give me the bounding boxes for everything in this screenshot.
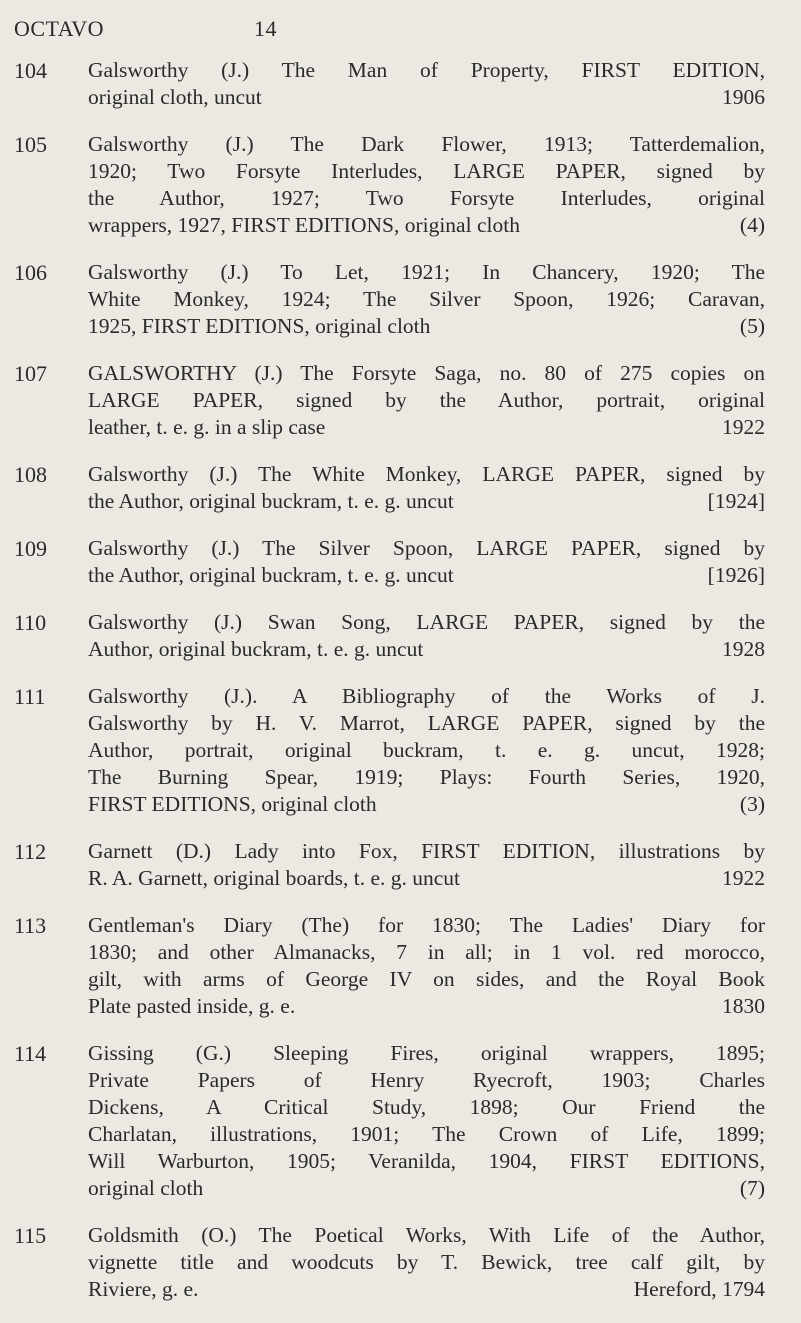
description-line: 1920; Two Forsyte Interludes, LARGE PAPER, signed by	[88, 159, 765, 183]
description-line: LARGE PAPER, signed by the Author, portrait, original	[88, 388, 765, 412]
catalogue-entry	[0, 838, 801, 892]
description-line: Will Warburton, 1905; Veranilda, 1904, FIRST EDITIONS,	[88, 1149, 765, 1173]
catalogue-entry	[0, 609, 801, 663]
lot-number: 109	[14, 536, 47, 561]
description-line: Dickens, A Critical Study, 1898; Our Friend the	[88, 1095, 765, 1119]
description-line: Galsworthy (J.) To Let, 1921; In Chancery, 1920; The	[88, 260, 765, 284]
description-line: GALSWORTHY (J.) The Forsyte Saga, no. 80 of 275 copies on	[88, 361, 765, 385]
description-line: Author, portrait, original buckram, t. e. g. uncut, 1928;	[88, 738, 765, 762]
lot-description	[88, 360, 765, 441]
lot-description	[88, 535, 765, 589]
lot-number: 112	[14, 839, 47, 864]
lot-number: 111	[14, 684, 46, 709]
catalogue-entry	[0, 912, 801, 1020]
description-line: Gentleman's Diary (The) for 1830; The Ladies' Diary for	[88, 913, 765, 937]
description-line: the Author, 1927; Two Forsyte Interludes, original	[88, 186, 765, 210]
catalogue-entry	[0, 259, 801, 340]
lot-description	[88, 259, 765, 340]
description-line: Gissing (G.) Sleeping Fires, original wrappers, 1895;	[88, 1041, 765, 1065]
description-line: Garnett (D.) Lady into Fox, FIRST EDITION, illustrations by	[88, 839, 765, 863]
catalogue-entry	[0, 683, 801, 818]
lot-number: 104	[14, 58, 47, 83]
description-line: Plate pasted inside, g. e. 1830	[88, 994, 765, 1018]
section-title: OCTAVO	[14, 16, 105, 41]
description-line: Galsworthy (J.) Swan Song, LARGE PAPER, signed by the	[88, 610, 765, 634]
lot-description	[88, 461, 765, 515]
catalogue-entry	[0, 1040, 801, 1202]
description-line: Private Papers of Henry Ryecroft, 1903; Charles	[88, 1068, 765, 1092]
description-line: The Burning Spear, 1919; Plays: Fourth Series, 1920,	[88, 765, 765, 789]
description-line: original cloth, uncut 1906	[88, 85, 765, 109]
lot-description	[88, 683, 765, 818]
lot-description	[88, 57, 765, 111]
description-line: the Author, original buckram, t. e. g. uncut [1924]	[88, 489, 765, 513]
description-line: Author, original buckram, t. e. g. uncut 1928	[88, 637, 765, 661]
description-line: the Author, original buckram, t. e. g. uncut [1926]	[88, 563, 765, 587]
lot-number: 115	[14, 1223, 47, 1248]
lot-description	[88, 1040, 765, 1202]
description-line: Galsworthy (J.) The Man of Property, FIRST EDITION,	[88, 58, 765, 82]
lot-number: 114	[14, 1041, 47, 1066]
catalogue-entry	[0, 131, 801, 239]
page-number: 14	[254, 16, 277, 41]
lot-number: 107	[14, 361, 47, 386]
lot-description	[88, 912, 765, 1020]
catalogue-entries	[0, 57, 801, 1323]
catalogue-entry	[0, 360, 801, 441]
catalogue-entry	[0, 57, 801, 111]
description-line: FIRST EDITIONS, original cloth (3)	[88, 792, 765, 816]
catalogue-entry	[0, 461, 801, 515]
description-line: Charlatan, illustrations, 1901; The Crown of Life, 1899;	[88, 1122, 765, 1146]
description-line: Riviere, g. e. Hereford, 1794	[88, 1277, 765, 1301]
catalogue-entry	[0, 1222, 801, 1303]
lot-number: 113	[14, 913, 47, 938]
lot-number: 105	[14, 132, 47, 157]
description-line: Galsworthy (J.) The Silver Spoon, LARGE PAPER, signed by	[88, 536, 765, 560]
description-line: Galsworthy by H. V. Marrot, LARGE PAPER, signed by the	[88, 711, 765, 735]
description-line: 1830; and other Almanacks, 7 in all; in 1 vol. red morocco,	[88, 940, 765, 964]
description-line: White Monkey, 1924; The Silver Spoon, 1926; Caravan,	[88, 287, 765, 311]
lot-description	[88, 838, 765, 892]
description-line: gilt, with arms of George IV on sides, and the Royal Book	[88, 967, 765, 991]
catalogue-entry	[0, 535, 801, 589]
lot-number: 108	[14, 462, 47, 487]
lot-number: 106	[14, 260, 47, 285]
description-line: leather, t. e. g. in a slip case 1922	[88, 415, 765, 439]
description-line: 1925, FIRST EDITIONS, original cloth (5)	[88, 314, 765, 338]
description-line: Galsworthy (J.). A Bibliography of the Works of J.	[88, 684, 765, 708]
lot-description	[88, 1222, 765, 1303]
description-line: vignette title and woodcuts by T. Bewick, tree calf gilt, by	[88, 1250, 765, 1274]
description-line: Galsworthy (J.) The Dark Flower, 1913; Tatterdemalion,	[88, 132, 765, 156]
description-line: Galsworthy (J.) The White Monkey, LARGE PAPER, signed by	[88, 462, 765, 486]
description-line: original cloth (7)	[88, 1176, 765, 1200]
lot-number: 110	[14, 610, 47, 635]
lot-description	[88, 609, 765, 663]
description-line: R. A. Garnett, original boards, t. e. g. uncut 1922	[88, 866, 765, 890]
lot-description	[88, 131, 765, 239]
description-line: wrappers, 1927, FIRST EDITIONS, original cloth (4)	[88, 213, 765, 237]
description-line: Goldsmith (O.) The Poetical Works, With Life of the Author,	[88, 1223, 765, 1247]
